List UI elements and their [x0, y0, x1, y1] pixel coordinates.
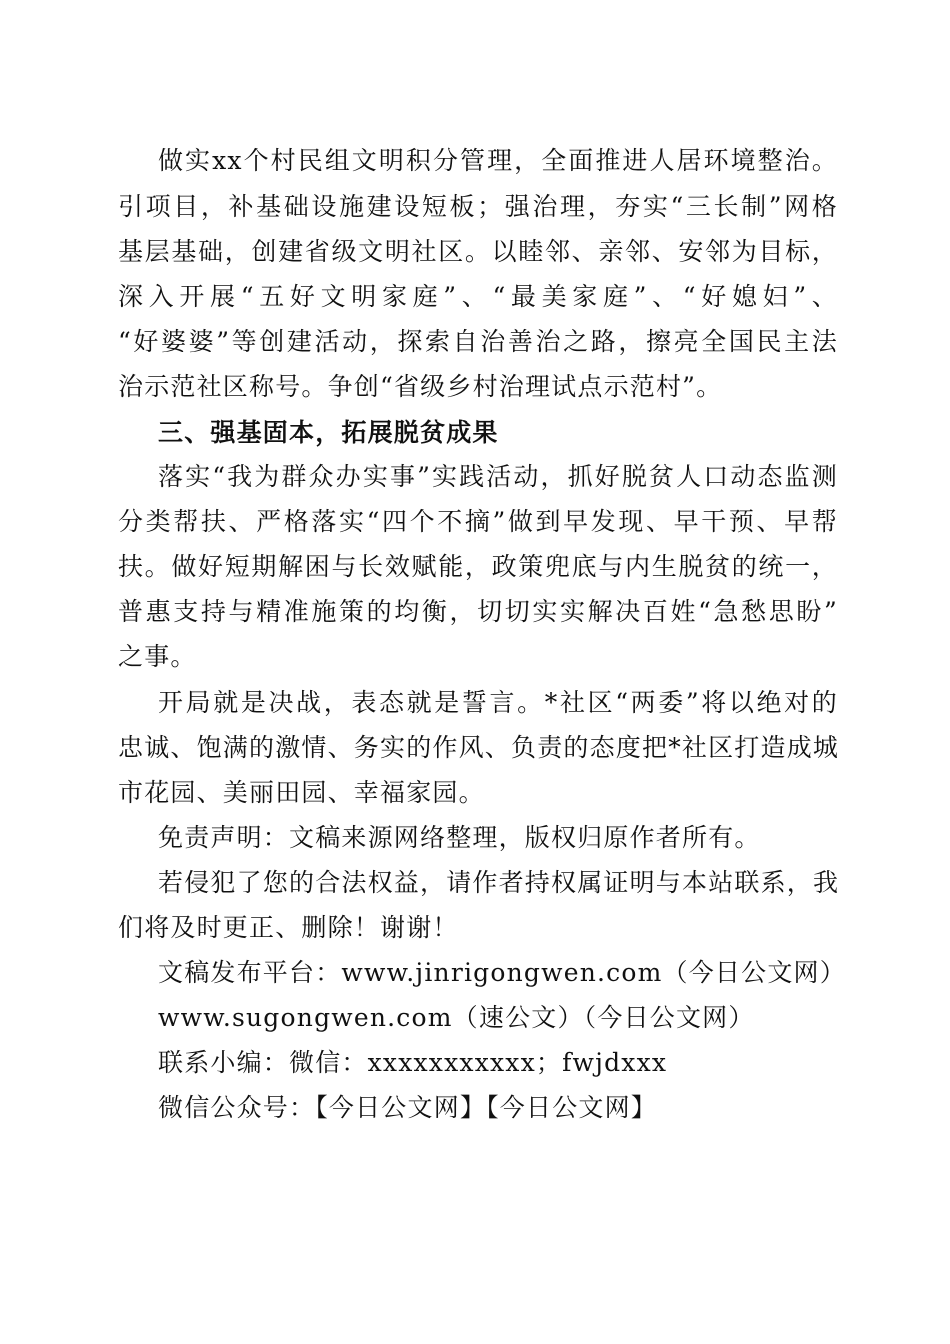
- p2-line-2: 分类帮扶、严格落实“四个不摘”做到早发现、早干预、早帮: [118, 507, 838, 536]
- platform-text-2: www.sugongwen.com（速公文）（今日公文网）: [158, 1003, 755, 1032]
- p1-line-4: 深入开展“五好文明家庭”、“最美家庭”、“好媳妇”、: [118, 282, 838, 311]
- p3-line-1: 开局就是决战，表态就是誓言。*社区“两委”将以绝对的: [158, 688, 838, 717]
- p1-line-3: 基层基础，创建省级文明社区。以睦邻、亲邻、安邻为目标，: [118, 237, 838, 266]
- infringement-line-2: 们将及时更正、删除！谢谢！: [118, 913, 459, 942]
- section-heading-3: 三、强基固本，拓展脱贫成果: [158, 418, 499, 447]
- infringement-line-1: 若侵犯了您的合法权益，请作者持权属证明与本站联系，我: [158, 868, 840, 897]
- p1-line-1: 做实xx个村民组文明积分管理，全面推进人居环境整治。: [158, 146, 838, 175]
- wechat-account-text: 微信公众号：【今日公文网】【今日公文网】: [158, 1093, 658, 1122]
- disclaimer-text: 免责声明：文稿来源网络整理，版权归原作者所有。: [158, 823, 761, 852]
- p1-line-2: 引项目，补基础设施建设短板；强治理，夯实“三长制”网格: [118, 192, 838, 221]
- platform-text: 文稿发布平台：www.jinrigongwen.com（今日公文网）: [158, 958, 846, 987]
- p1-line-6: 治示范社区称号。争创“省级乡村治理试点示范村”。: [118, 372, 723, 401]
- p1-line-5: “好婆婆”等创建活动，探索自治善治之路，擦亮全国民主法: [118, 327, 838, 356]
- p2-line-3: 扶。做好短期解困与长效赋能，政策兜底与内生脱贫的统一，: [118, 552, 838, 581]
- p2-line-4: 普惠支持与精准施策的均衡，切切实实解决百姓“急愁思盼”: [118, 597, 838, 626]
- p3-line-3: 市花园、美丽田园、幸福家园。: [118, 778, 485, 807]
- contact-text: 联系小编：微信：xxxxxxxxxxx；fwjdxxx: [158, 1048, 668, 1077]
- p2-line-1: 落实“我为群众办实事”实践活动，抓好脱贫人口动态监测: [158, 462, 838, 491]
- p2-line-5: 之事。: [118, 642, 197, 671]
- p3-line-2: 忠诚、饱满的激情、务实的作风、负责的态度把*社区打造成城: [118, 733, 840, 762]
